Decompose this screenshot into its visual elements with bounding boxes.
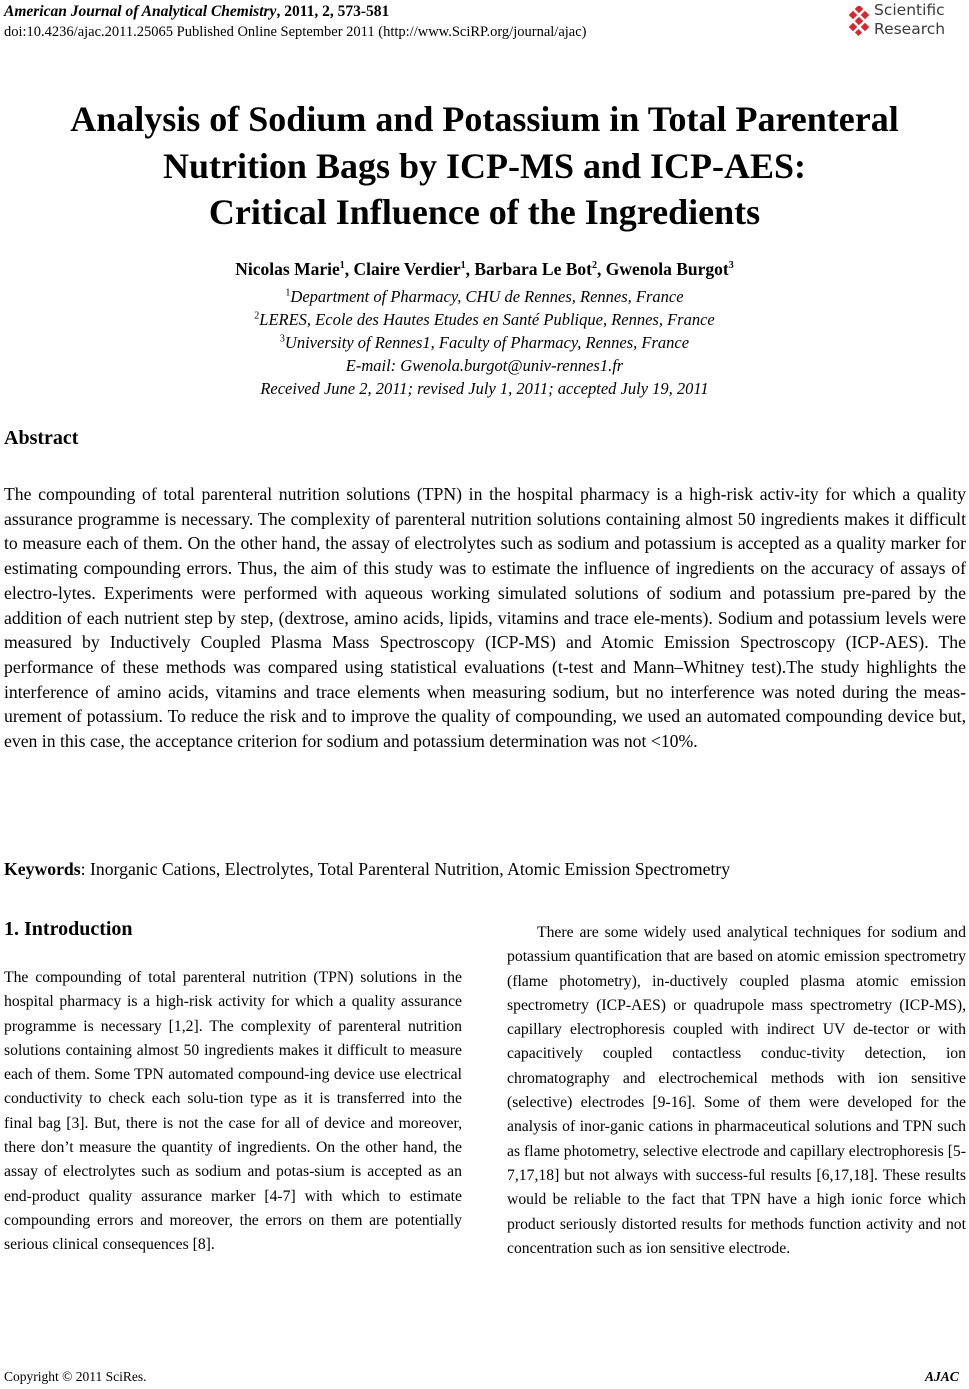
affiliation-text: Department of Pharmacy, CHU de Rennes, Rennes, France (290, 287, 684, 306)
author-affiliation-mark: 1 (339, 260, 345, 272)
affiliation (0, 287, 969, 307)
intro-paragraph-left: The compounding of total parenteral nutrition (TPN) solutions in the hospital pharmacy is a high-risk activity for which a quality assurance programme is necessary [1,2]. The complexity of parenteral nutrition solutions containing almost 50 ingredients makes it difficult to measure each of them. Some TPN automated compound-ing device use electrical conductivity to check each solu-tion type as it is transferred into the final bag [3]. But, there is not the case for all of device and moreover, there don’t measure the quantity of ingredients. On the other hand, the assay of electrolytes such as sodium and potas-sium is accepted as an end-product quality assurance marker [4-7] with which to estimate compounding errors and moreover, the errors on them are potentially serious clinical consequences [8]. (4, 969, 462, 1254)
keywords-label: Keywords (4, 859, 81, 879)
author-affiliation-mark: 2 (591, 260, 597, 272)
title-line-1: Analysis of Sodium and Potassium in Total Parenteral (70, 99, 899, 139)
abstract-heading: Abstract (4, 427, 79, 449)
author-separator: , (465, 259, 475, 279)
author-name: Gwenola Burgot (605, 259, 729, 279)
author-email[interactable]: E-mail: Gwenola.burgot@univ-rennes1.fr (345, 356, 624, 375)
author-name: Claire Verdier (353, 259, 461, 279)
journal-name: American Journal of Analytical Chemistry (4, 3, 277, 20)
received-dates: Received June 2, 2011; revised July 1, 2011; accepted July 19, 2011 (260, 379, 709, 398)
journal-volume-info: , 2011, 2, 573-581 (276, 3, 390, 20)
abstract-text: The compounding of total parenteral nutrition solutions (TPN) in the hospital pharmacy is a high-risk activ-ity for which a quality assurance programme is necessary. The complexity of parenteral nutrition solutions containing almost 50 ingredients makes it difficult to measure each of them. On the other hand, the assay of electrolytes such as sodium and potassium is accepted as a quality marker for estimating compounding errors. Thus, the aim of this study was to estimate the influence of ingredients on the accuracy of assays of electro-lytes. Experiments were performed with aqueous working simulated solutions of sodium and potassium pre-pared by the addition of each nutrient step by step, (dextrose, amino acids, lipids, vitamins and trace ele-ments). Sodium and potassium levels were measured by Inductively Coupled Plasma Mass Spectroscopy (ICP-MS) and Atomic Emission Spectroscopy (ICP-AES). The performance of these methods was compared using statistical evaluations (t-test and Mann–Whitney test).The study highlights the interference of amino acids, vitamins and trace elements when measuring sodium, but no interference was noted during the meas-urement of potassium. To reduce the risk and to improve the quality of compounding, we used an automated compounding device but, even in this case, the acceptance criterion for sodium and potassium determination was not <10%. (4, 484, 966, 752)
keywords-text: : Inorganic Cations, Electrolytes, Total Parenteral Nutrition, Atomic Emission Spectrometry (80, 859, 731, 879)
affiliation-mark: 3 (279, 333, 285, 345)
publisher-logo-text (874, 1, 945, 39)
journal-header (4, 3, 389, 21)
publisher-logo (846, 0, 968, 44)
affiliation-text: LERES, Ecole des Hautes Etudes en Santé Publique, Rennes, France (259, 310, 715, 329)
affiliation-mark: 1 (285, 287, 291, 299)
author-affiliation-mark: 3 (728, 260, 734, 272)
logo-line-1: Scientific (874, 1, 945, 19)
logo-line-2: Research (874, 20, 946, 38)
author-name: Barbara Le Bot (474, 259, 592, 279)
keywords (4, 859, 966, 880)
paper-title (0, 96, 969, 236)
author-affiliation-mark: 1 (460, 260, 466, 272)
author-separator: , (596, 259, 606, 279)
affiliation (0, 310, 969, 330)
publisher-logo-icon (846, 6, 872, 36)
author-list (0, 259, 969, 280)
section-heading-introduction: 1. Introduction (4, 918, 133, 940)
intro-paragraph-right: There are some widely used analytical techniques for sodium and potassium quantification that are based on atomic emission spectrometry (flame photometry), in-ductively coupled plasma atomic emission spectrometry (ICP-AES) or quadrupole mass spectrometry (ICP-MS), capillary electrophoresis coupled with indirect UV de-tector or with capacitively coupled contactless conduc-tivity detection, ion chromatography and electrochemical methods with ion sensitive (selective) electrodes [9-16]. Some of them were developed for the analysis of inor-ganic cations in pharmaceutical solutions and TPN such as flame photometry, selective electrode and capillary electrophoresis [5-7,17,18] but not always with success-ful results [6,17,18]. These results would be reliable to the fact that TPN have a high ionic force which product seriously distorted results for methods function activity and not concentration such as ion sensitive electrode. (507, 924, 966, 1257)
author-name: Nicolas Marie (235, 259, 340, 279)
affiliation (0, 333, 969, 353)
title-line-2: Nutrition Bags by ICP-MS and ICP-AES: (162, 145, 807, 186)
affiliation-mark: 2 (254, 310, 260, 322)
author-separator: , (344, 259, 354, 279)
copyright-footer: Copyright © 2011 SciRes. (4, 1369, 147, 1384)
doi-line: doi:10.4236/ajac.2011.25065 Published Online September 2011 (http://www.SciRP.org/journal/ajac) (4, 24, 587, 40)
journal-abbreviation-footer: AJAC (925, 1369, 959, 1384)
affiliation-text: University of Rennes1, Faculty of Pharmacy, Rennes, France (284, 333, 690, 352)
title-line-3: Critical Influence of the Ingredients (208, 192, 761, 232)
